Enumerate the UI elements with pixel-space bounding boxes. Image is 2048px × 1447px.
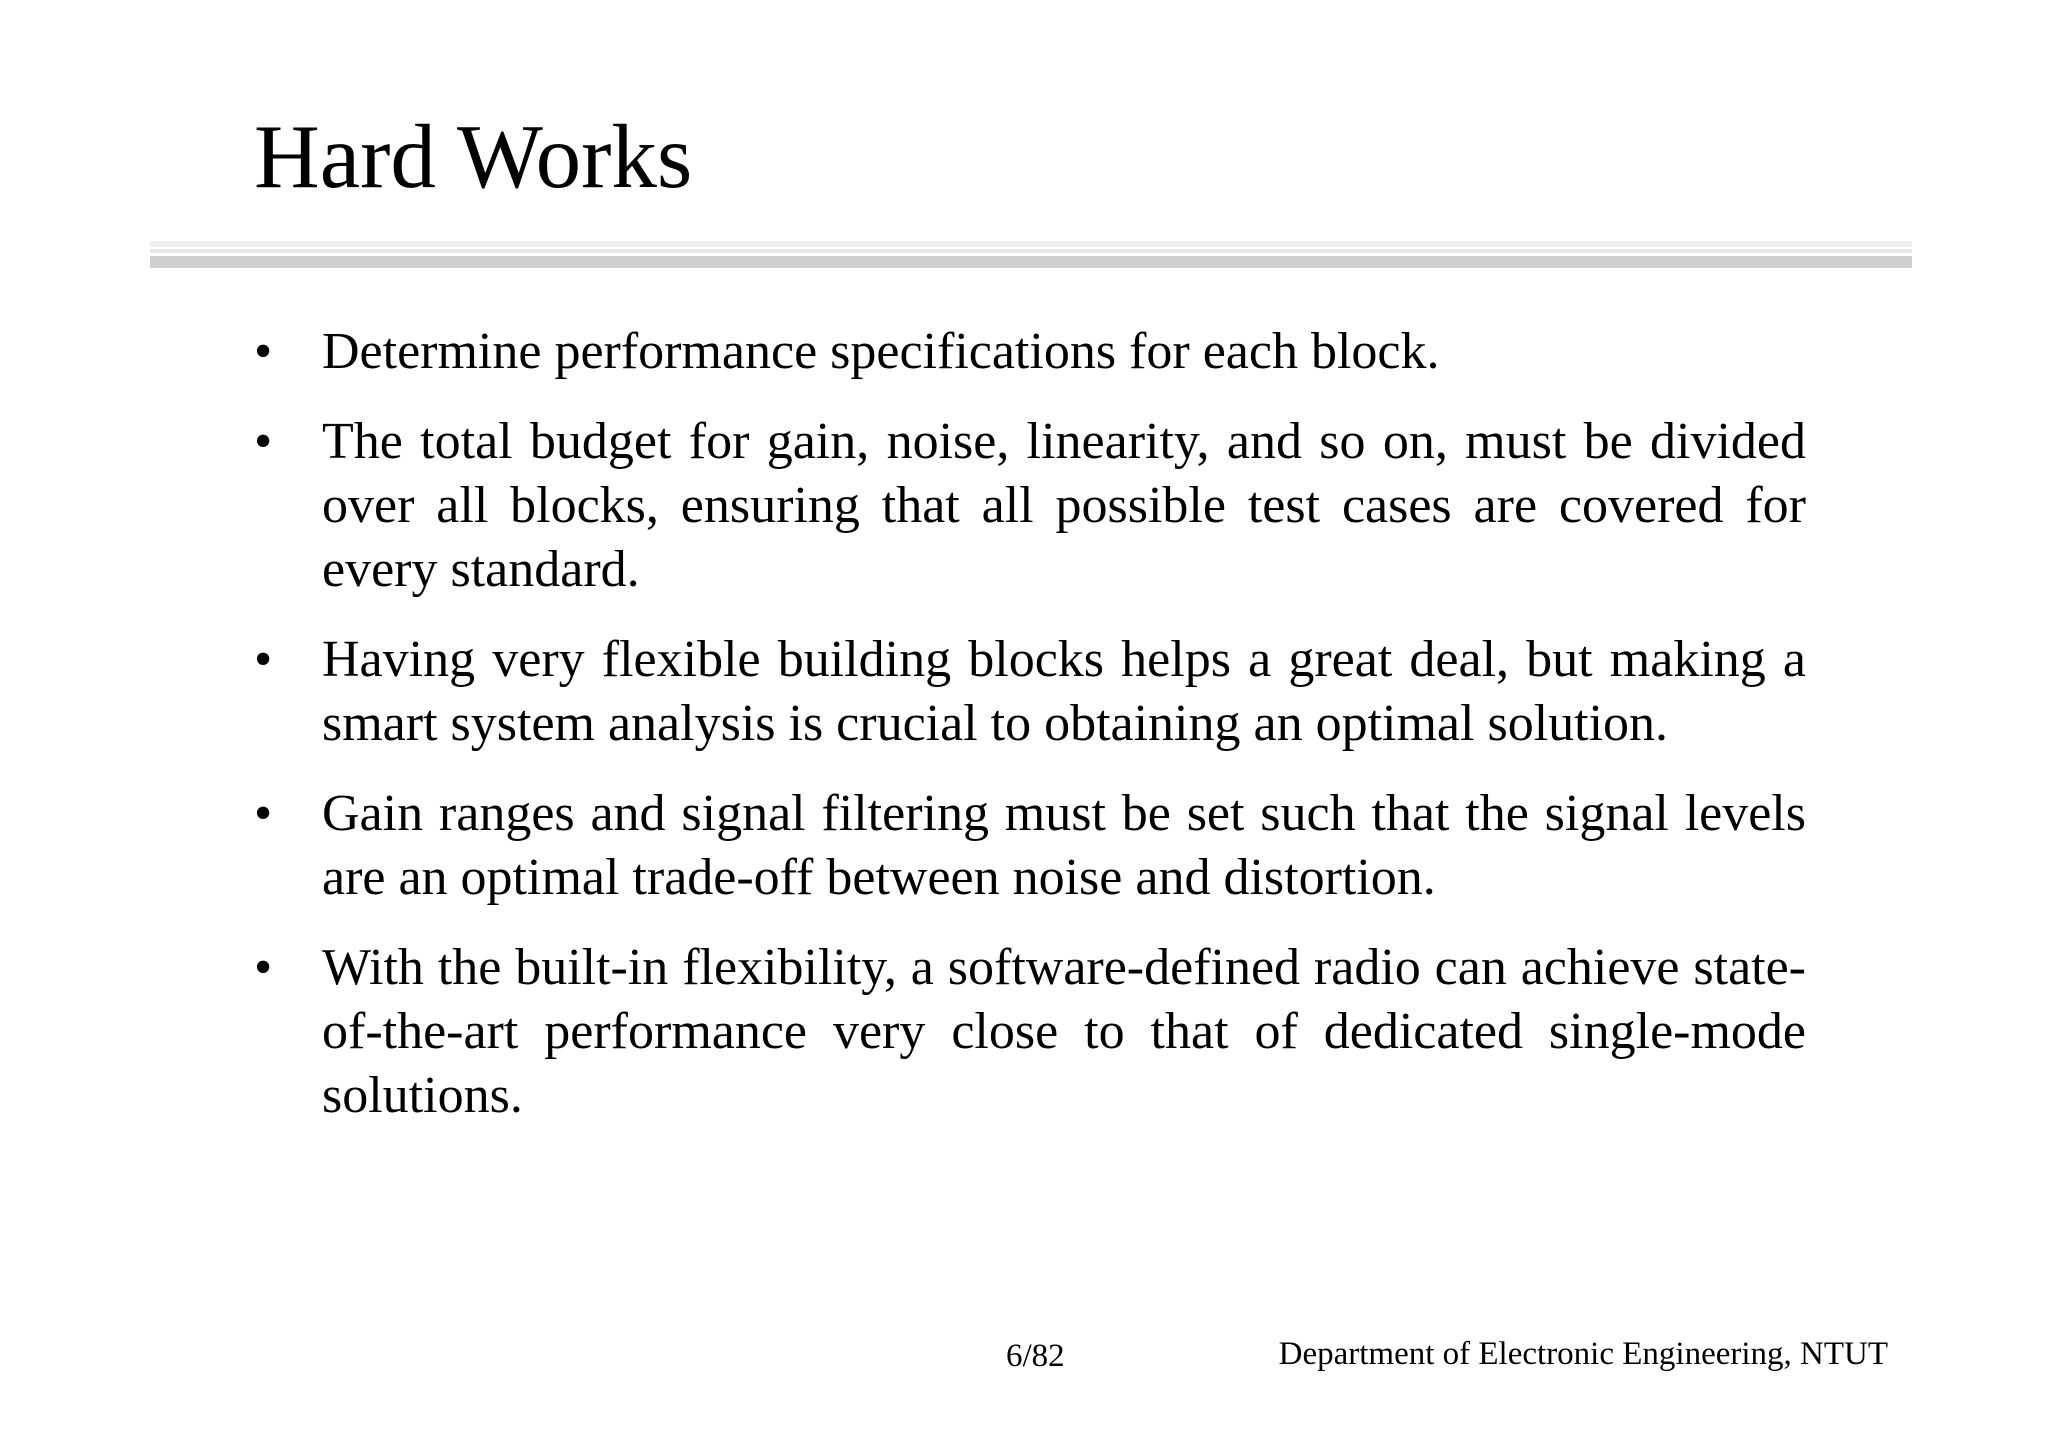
bullet-point-icon: •: [254, 323, 273, 380]
bullet-point-icon: •: [254, 939, 273, 996]
bullet-text: Having very flexible building blocks helps a great deal, but making a smart system analysis is crucial to obtaining an optimal solution.: [322, 631, 1806, 752]
bullet-list: [254, 320, 1806, 1154]
footer-department: Department of Electronic Engineering, NTUT: [1278, 1336, 1888, 1372]
title-divider-top: [150, 241, 1912, 247]
bullet-text: Determine performance specifications for each block.: [322, 323, 1440, 380]
bullet-item-3: [254, 628, 1806, 756]
bullet-item-1: [254, 320, 1806, 384]
slide-title: Hard Works: [254, 106, 693, 207]
bullet-point-icon: •: [254, 631, 273, 688]
title-divider-bottom: [150, 256, 1912, 268]
bullet-text: The total budget for gain, noise, linearity, and so on, must be divided over all blocks, ensuring that all possible test cases are covered for every standard.: [322, 413, 1806, 598]
page-number: 6/82: [1006, 1338, 1065, 1374]
bullet-item-5: [254, 936, 1806, 1128]
bullet-item-4: [254, 782, 1806, 910]
bullet-text: With the built-in flexibility, a software-defined radio can achieve state-of-the-art performance very close to that of dedicated single-mode solutions.: [322, 939, 1806, 1124]
bullet-text: Gain ranges and signal filtering must be set such that the signal levels are an optimal trade-off between noise and distortion.: [322, 785, 1806, 906]
title-divider-middle: [150, 249, 1912, 253]
bullet-item-2: [254, 410, 1806, 602]
bullet-point-icon: •: [254, 785, 273, 842]
bullet-point-icon: •: [254, 413, 273, 470]
